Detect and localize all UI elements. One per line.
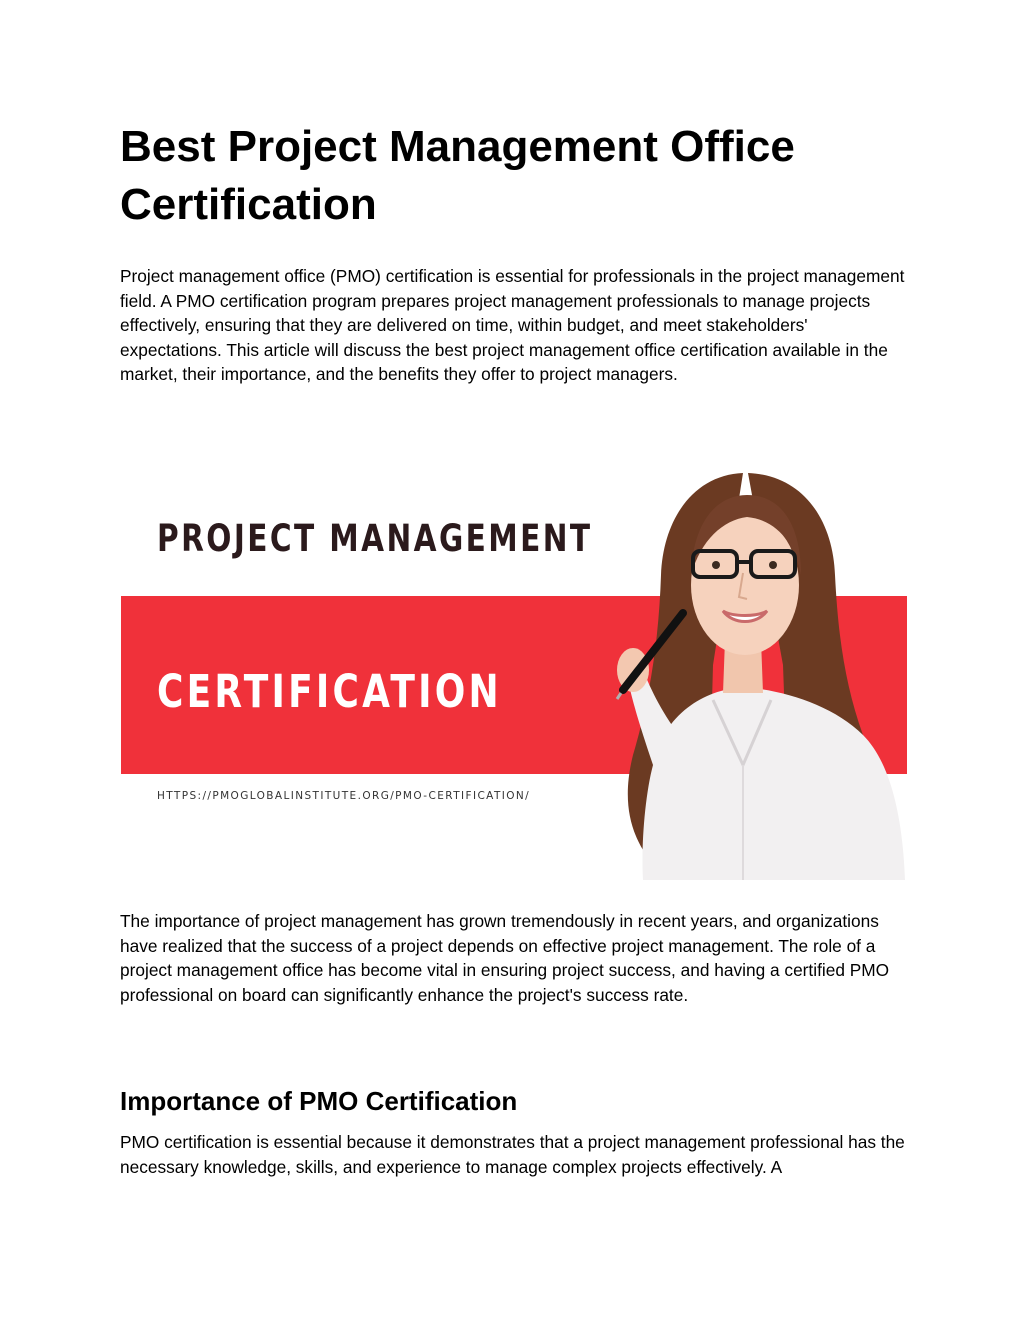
section-paragraph: PMO certification is essential because it demonstrates that a project management professional has the necessary knowledge, skills, and experience to manage complex projects effectively. A [120, 1132, 905, 1177]
banner-heading-line1: PROJECT MANAGEMENT [157, 517, 593, 560]
section-heading: Importance of PMO Certification [120, 1086, 518, 1116]
importance-paragraph: The importance of project management has grown tremendously in recent years, and organizations have realized that the success of a project depends on effective project management. The role of a project management office has become vital in ensuring project success, and having a certified PMO professional on board can significantly enhance the project's success rate. [120, 911, 890, 1005]
banner-heading-line2: CERTIFICATION [157, 665, 502, 718]
page-title: Best Project Management Office Certification [120, 122, 795, 229]
certification-banner-image [121, 465, 907, 880]
woman-with-pen-illustration [533, 465, 907, 880]
intro-paragraph: Project management office (PMO) certification is essential for professionals in the project management field. A PMO certification program prepares project management professionals to manage projects effectively, ensuring that they are delivered on time, within budget, and meet stakeholders' expectations. This article will discuss the best project management office certification available in the market, their importance, and the benefits they offer to project managers. [120, 266, 905, 384]
banner-url-text: HTTPS://PMOGLOBALINSTITUTE.ORG/PMO-CERTIFICATION/ [157, 790, 531, 802]
